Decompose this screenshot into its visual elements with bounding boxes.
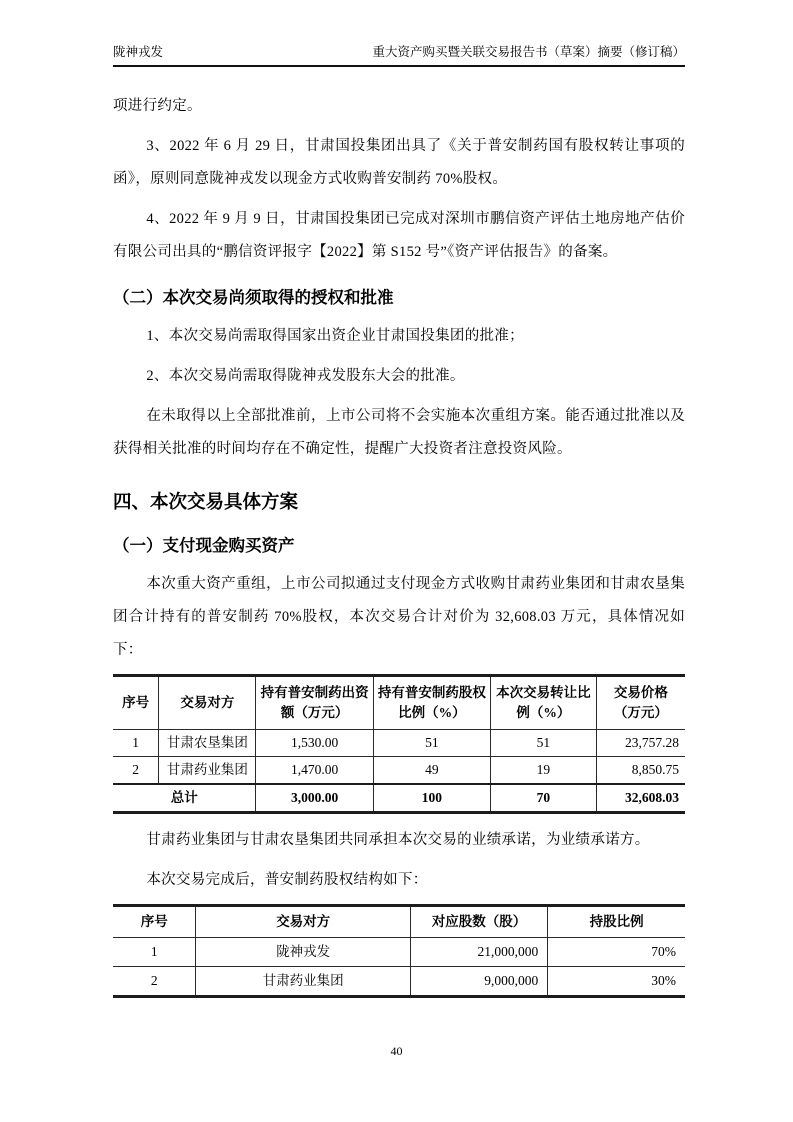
total-equity-pct-cell: 100 [373, 784, 490, 813]
paragraph-plan-overview: 本次重大资产重组，上市公司拟通过支付现金方式收购甘肃药业集团和甘肃农垦集团合计持有的普安制药 70%股权，本次交易合计对价为 32,608.03 万元，具体情况如下： [113, 576, 685, 658]
table-row [113, 757, 685, 785]
heading-section-4-plan: 四、本次交易具体方案 [113, 491, 299, 512]
paragraph-risk-note: 在未取得以上全部批准前，上市公司将不会实施本次重组方案。能否通过批准以及获得相关批准的时间均存在不确定性，提醒广大投资者注意投资风险。 [113, 408, 685, 457]
table-cell: 陇神戎发 [196, 938, 411, 967]
table-header-row [113, 906, 685, 938]
equity-structure-table [113, 904, 685, 998]
table-cell: 1,530.00 [256, 730, 373, 757]
paragraph-item3: 3、2022 年 6 月 29 日，甘肃国投集团出具了《关于普安制药国有股权转让事项的函》，原则同意陇神戎发以现金方式收购普安制药 70%股权。 [113, 138, 685, 187]
running-header [113, 44, 685, 67]
heading-section-4-1-cash-purchase: （一）支付现金购买资产 [113, 537, 295, 555]
column-header: 序号 [113, 676, 159, 730]
table-cell: 1,470.00 [256, 757, 373, 785]
table-cell: 甘肃药业集团 [159, 757, 256, 785]
total-price-cell: 32,608.03 [596, 784, 685, 813]
table-cell: 30% [548, 967, 685, 997]
total-transfer-pct-cell: 70 [490, 784, 596, 813]
paragraph-approval-1: 1、本次交易尚需取得国家出资企业甘肃国投集团的批准； [146, 328, 524, 344]
table-cell: 51 [490, 730, 596, 757]
column-header: 交易对方 [159, 676, 256, 730]
paragraph-performance-commitment: 甘肃药业集团与甘肃农垦集团共同承担本次交易的业绩承诺，为业绩承诺方。 [146, 832, 650, 848]
paragraph-carryover: 项进行约定。 [113, 98, 202, 114]
column-header: 持股比例 [548, 906, 685, 938]
table-cell: 甘肃农垦集团 [159, 730, 256, 757]
table-header-row [113, 676, 685, 730]
column-header: 持有普安制药出资额（万元） [256, 676, 373, 730]
column-header: 交易价格（万元） [596, 676, 685, 730]
column-header: 对应股数（股） [410, 906, 547, 938]
table-cell: 1 [113, 730, 159, 757]
table-cell: 1 [113, 938, 196, 967]
column-header: 本次交易转让比例（%） [490, 676, 596, 730]
table-cell: 21,000,000 [410, 938, 547, 967]
table-cell: 9,000,000 [410, 967, 547, 997]
purchase-consideration-table [113, 674, 685, 814]
total-label-cell: 总计 [113, 784, 256, 813]
column-header: 序号 [113, 906, 196, 938]
table-row [113, 938, 685, 967]
paragraph-equity-structure-intro: 本次交易完成后，普安制药股权结构如下： [146, 872, 428, 888]
column-header: 持有普安制药股权比例（%） [373, 676, 490, 730]
table-cell: 49 [373, 757, 490, 785]
header-company-name: 陇神戎发 [113, 45, 164, 59]
table-cell: 70% [548, 938, 685, 967]
table-cell: 甘肃药业集团 [196, 967, 411, 997]
table-total-row [113, 784, 685, 813]
page-number: 40 [390, 1044, 403, 1058]
table-cell: 19 [490, 757, 596, 785]
table-cell: 51 [373, 730, 490, 757]
table-cell: 23,757.28 [596, 730, 685, 757]
table-cell: 8,850.75 [596, 757, 685, 785]
paragraph-approval-2: 2、本次交易尚需取得陇神戎发股东大会的批准。 [146, 368, 465, 384]
total-capital-cell: 3,000.00 [256, 784, 373, 813]
heading-section-2-authorizations: （二）本次交易尚须取得的授权和批准 [113, 289, 394, 307]
table-row [113, 967, 685, 997]
header-document-title: 重大资产购买暨关联交易报告书（草案）摘要（修订稿） [372, 45, 685, 59]
column-header: 交易对方 [196, 906, 411, 938]
table-cell: 2 [113, 967, 196, 997]
table-cell: 2 [113, 757, 159, 785]
paragraph-item4: 4、2022 年 9 月 9 日，甘肃国投集团已完成对深圳市鹏信资产评估土地房地产估价有限公司出具的“鹏信资评报字【2022】第 S152 号”《资产评估报告》的备案。 [113, 211, 685, 260]
table-row [113, 730, 685, 757]
